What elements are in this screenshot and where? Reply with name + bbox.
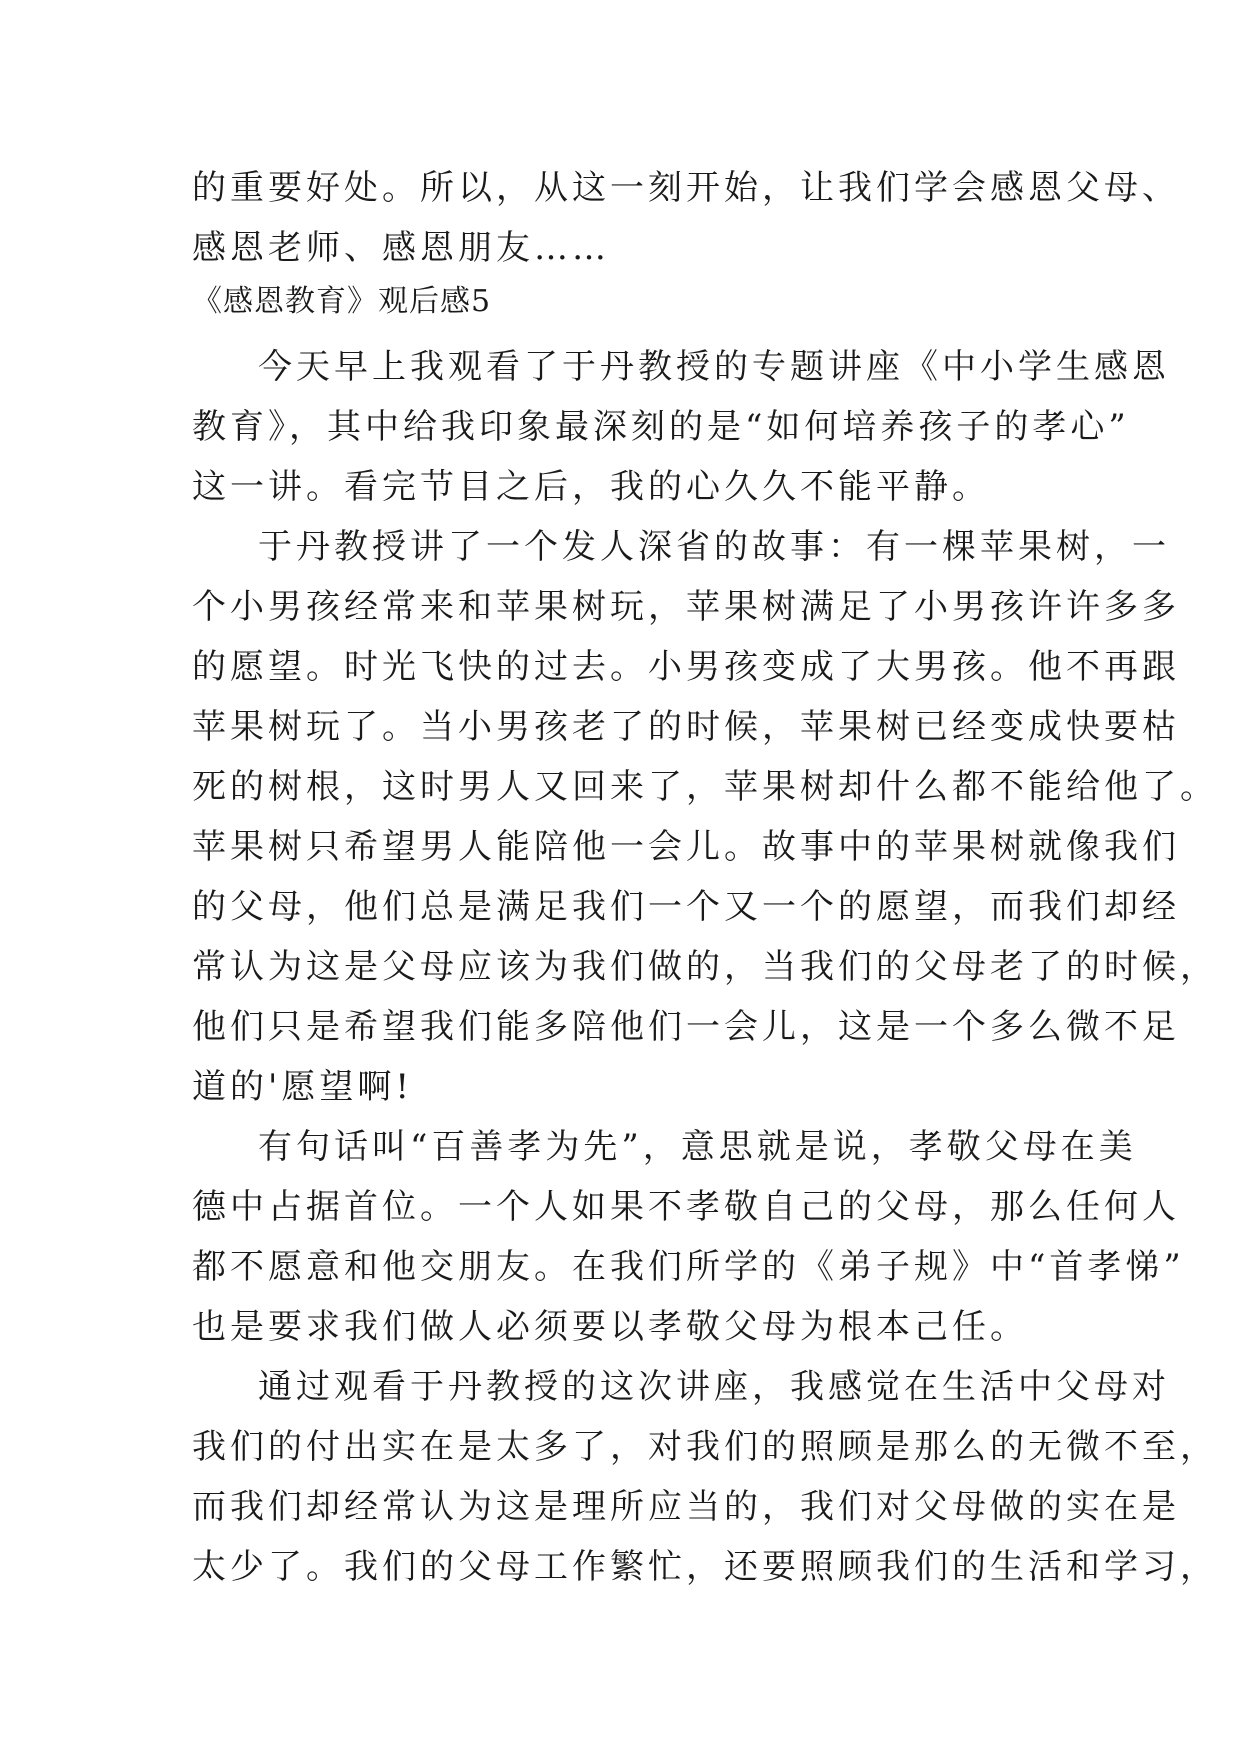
text-line: 教育》，其中给我印象最深刻的是“如何培养孩子的孝心” (192, 407, 1130, 447)
text-line: 的愿望。时光飞快的过去。小男孩变成了大男孩。他不再跟 (192, 647, 1180, 687)
text-line: 个小男孩经常来和苹果树玩，苹果树满足了小男孩许许多多 (192, 587, 1180, 627)
text-line: 感恩老师、感恩朋友…… (192, 228, 610, 268)
text-line: 有句话叫“百善孝为先”，意思就是说，孝敬父母在美 (258, 1127, 1137, 1167)
text-line: 我们的付出实在是太多了，对我们的照顾是那么的无微不至， (192, 1427, 1218, 1467)
text-line: 苹果树只希望男人能陪他一会儿。故事中的苹果树就像我们 (192, 827, 1180, 867)
text-line: 的重要好处。所以，从这一刻开始，让我们学会感恩父母、 (192, 168, 1180, 208)
text-line: 他们只是希望我们能多陪他们一会儿，这是一个多么微不足 (192, 1007, 1180, 1047)
text-line: 而我们却经常认为这是理所应当的，我们对父母做的实在是 (192, 1487, 1180, 1527)
text-line: 都不愿意和他交朋友。在我们所学的《弟子规》中“首孝悌” (192, 1247, 1185, 1287)
paragraph-3 (192, 1117, 1185, 1357)
text-line: 苹果树玩了。当小男孩老了的时候，苹果树已经变成快要枯 (192, 707, 1180, 747)
text-line: 这一讲。看完节目之后，我的心久久不能平静。 (192, 467, 990, 507)
text-line: 常认为这是父母应该为我们做的，当我们的父母老了的时候， (192, 947, 1218, 987)
text-line: 今天早上我观看了于丹教授的专题讲座《中小学生感恩 (258, 347, 1170, 387)
section-heading: 《感恩教育》观后感5 (192, 284, 492, 319)
paragraph-4 (192, 1357, 1218, 1597)
text-line: 太少了。我们的父母工作繁忙，还要照顾我们的生活和学习， (192, 1547, 1218, 1587)
text-line: 于丹教授讲了一个发人深省的故事：有一棵苹果树，一 (258, 527, 1170, 567)
text-line: 也是要求我们做人必须要以孝敬父母为根本己任。 (192, 1307, 1028, 1347)
paragraph-1 (192, 337, 1170, 517)
text-line: 道的'愿望啊! (192, 1067, 414, 1107)
text-line: 德中占据首位。一个人如果不孝敬自己的父母，那么任何人 (192, 1187, 1180, 1227)
text-line: 死的树根，这时男人又回来了，苹果树却什么都不能给他了。 (192, 767, 1218, 807)
continued-paragraph (192, 158, 1180, 278)
text-line: 的父母，他们总是满足我们一个又一个的愿望，而我们却经 (192, 887, 1180, 927)
document-body (192, 158, 1218, 1597)
paragraph-2 (192, 517, 1218, 1117)
text-line: 通过观看于丹教授的这次讲座，我感觉在生活中父母对 (258, 1367, 1170, 1407)
